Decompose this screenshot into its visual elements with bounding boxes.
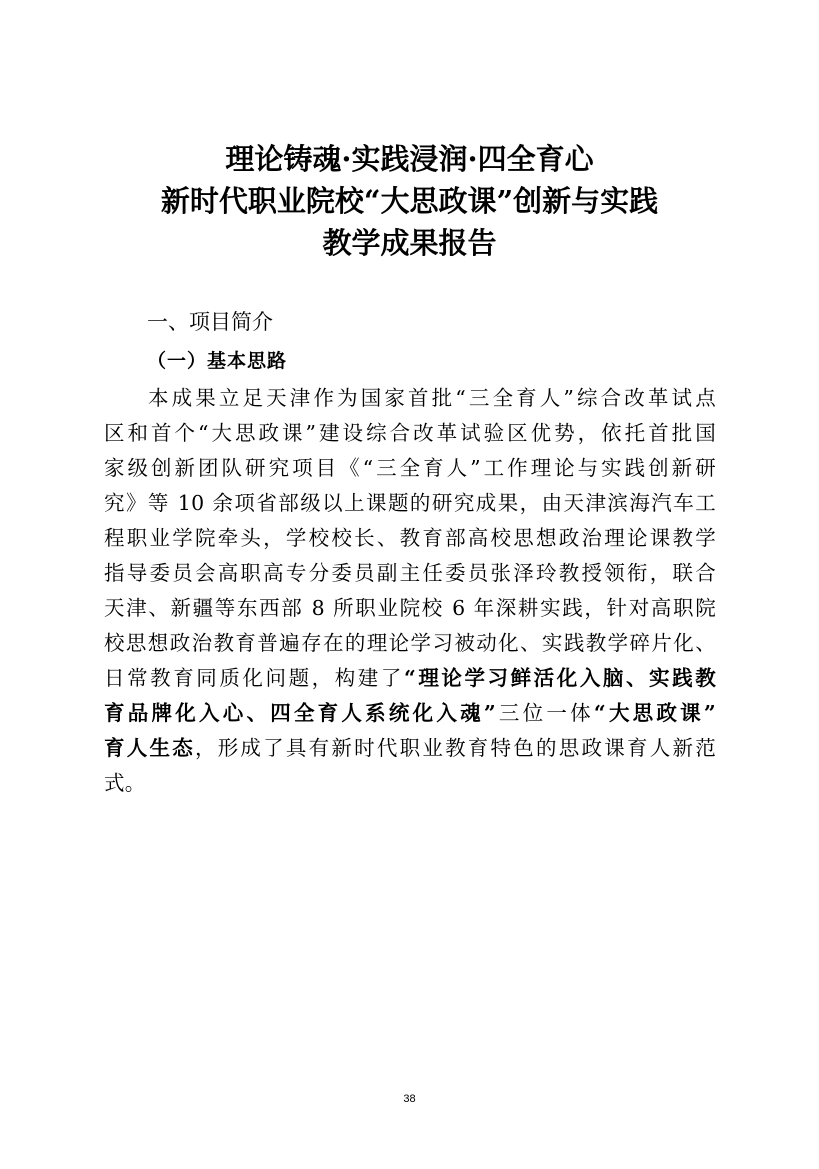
paragraph-line <box>104 766 716 801</box>
text-run: 日常教育同质化问题，构建了 <box>104 666 404 690</box>
subsection-heading: （一）基本思路 <box>147 350 288 372</box>
text-run: 指导委员会高职高专分委员副主任委员张泽玲教授领衔，联合 <box>104 561 716 585</box>
paragraph-line <box>104 416 716 451</box>
bold-text-run: “理论学习鲜活化入脑、实践教 <box>403 666 716 690</box>
text-run: 家级创新团队研究项目《“三全育人”工作理论与实践创新研 <box>104 456 716 480</box>
title-line-2: 新时代职业院校“大思政课”创新与实践 <box>160 184 659 218</box>
paragraph-line <box>104 591 716 626</box>
text-run: 式。 <box>104 771 146 795</box>
title-line-1: 理论铸魂·实践浸润·四全育心 <box>225 142 594 176</box>
text-run: 区和首个“大思政课”建设综合改革试验区优势，依托首批国 <box>104 421 716 445</box>
paragraph-line <box>104 626 716 661</box>
body-paragraph <box>104 381 716 801</box>
report-title <box>60 138 759 264</box>
bold-text-run: 育品牌化入心、四全育人系统化入魂” <box>104 701 496 725</box>
section-heading: 一、项目简介 <box>147 310 273 334</box>
text-run: 三位一体 <box>495 701 594 725</box>
paragraph-line <box>104 451 716 486</box>
text-run: 天津、新疆等东西部 8 所职业院校 6 年深耕实践，针对高职院 <box>104 596 716 620</box>
paragraph-line <box>104 696 716 731</box>
paragraph-line <box>104 521 716 556</box>
bold-text-run: “大思政课” <box>593 701 717 725</box>
page-number: 38 <box>403 1093 416 1105</box>
text-run: 校思想政治教育普遍存在的理论学习被动化、实践教学碎片化、 <box>104 631 716 655</box>
paragraph-line <box>104 381 716 416</box>
paragraph-line <box>104 731 716 766</box>
text-run: 本成果立足天津作为国家首批“三全育人”综合改革试点 <box>148 386 716 410</box>
text-run: 程职业学院牵头，学校校长、教育部高校思想政治理论课教学 <box>104 526 716 550</box>
bold-text-run: 育人生态 <box>104 736 195 760</box>
text-run: 究》等 10 余项省部级以上课题的研究成果，由天津滨海汽车工 <box>104 491 716 515</box>
text-run: ，形成了具有新时代职业教育特色的思政课育人新范 <box>194 736 716 760</box>
paragraph-line <box>104 556 716 591</box>
paragraph-line <box>104 486 716 521</box>
title-line-3: 教学成果报告 <box>322 226 497 260</box>
paragraph-line <box>104 661 716 696</box>
